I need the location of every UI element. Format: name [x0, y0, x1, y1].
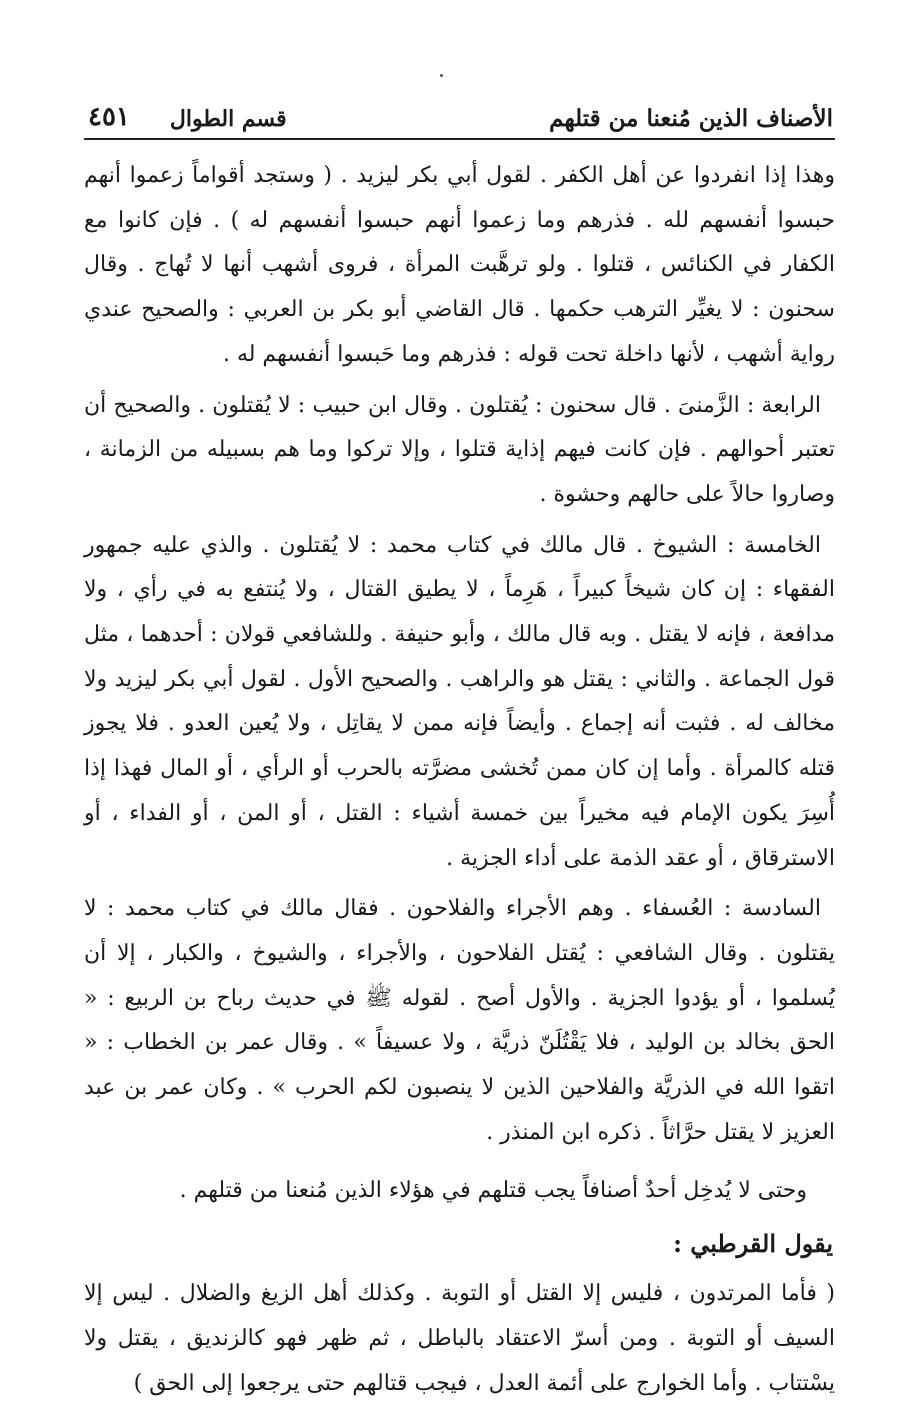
page-speck — [440, 74, 443, 77]
section-heading: يقول القرطبي : — [673, 1229, 833, 1259]
paragraph-sixth: السادسة : العُسفاء . وهم الأجراء والفلاحون . فقال مالك في كتاب محمد : لا يقتلون . وقال الشافعي : يُقتل الفلاحون ، والأجراء ، والشيوخ ، والكبار ، إلا أن يُسلموا ، أو يؤدوا الجزية . والأول أصح . لقوله ﷺ في حديث رباح بن الربيع : « الحق بخالد بن الوليد ، فلا يَقْتُلَنّ ذريَّة ، ولا عسيفاً » . وقال عمر بن الخطاب : « اتقوا الله في الذريَّة والفلاحين الذين لا ينصبون لكم الحرب » . وكان عمر بن عبد العزيز لا يقتل حرَّاثاً . ذكره ابن المنذر . — [84, 896, 835, 1145]
running-title: الأصناف الذين مُنعنا من قتلهم — [549, 105, 833, 132]
body-text — [84, 154, 835, 1406]
paragraph-fifth: الخامسة : الشيوخ . قال مالك في كتاب محمد : لا يُقتلون . والذي عليه جمهور الفقهاء : إن كان شيخاً كبيراً ، هَرِماً ، لا يطيق القتال ، ولا يُنتفع به في رأي ، ولا مدافعة ، فإنه لا يقتل . وبه قال مالك ، وأبو حنيفة . وللشافعي قولان : أحدهما ، مثل قول الجماعة . والثاني : يقتل هو والراهب . والصحيح الأول . لقول أبي بكر ليزيد ولا مخالف له . فثبت أنه إجماع . وأيضاً فإنه ممن لا يقاتِل ، ولا يُعين العدو . فلا يجوز قتله كالمرأة . وأما إن كان ممن تُخشى مضرَّته بالحرب أو الرأي ، أو المال فهذا إذا أُسِرَ يكون الإمام فيه مخيراً بين خمسة أشياء : القتل ، أو المن ، أو الفداء ، أو الاسترقاق ، أو عقد الذمة على أداء الجزية . — [84, 532, 835, 871]
paragraph-continuation: وهذا إذا انفردوا عن أهل الكفر . لقول أبي بكر ليزيد . ( وستجد أقواماً زعموا أنهم حبسوا أنفسهم لله . فذرهم وما زعموا أنهم حبسوا أنفسهم له ) . فإن كانوا مع الكفار في الكنائس ، قتلوا . ولو ترهَّبت المرأة ، فروى أشهب أنها لا تُهاج . وقال سحنون : لا يغيِّر الترهب حكمها . قال القاضي أبو بكر بن العربي : والصحيح عندي رواية أشهب ، لأنها داخلة تحت قوله : فذرهم وما حَبسوا أنفسهم له . — [84, 163, 835, 367]
final-paragraph: ( فأما المرتدون ، فليس إلا القتل أو التوبة . وكذلك أهل الزيغ والضلال . ليس إلا السيف أو التوبة . ومن أسرّ الاعتقاد بالباطل ، ثم ظهر فهو كالزنديق ، يقتل ولا يسْتتاب . وأما الخوارج على أئمة العدل ، فيجب قتالهم حتى يرجعوا إلى الحق ) — [84, 1281, 835, 1396]
header-left-group — [88, 102, 287, 132]
page-number: ٤٥١ — [88, 102, 130, 132]
closing-line: وحتى لا يُدخِل أحدٌ أصنافاً يجب قتلهم في هؤلاء الذين مُنعنا من قتلهم . — [179, 1178, 807, 1204]
section-name: قسم الطوال — [169, 106, 287, 132]
page-header — [84, 92, 835, 140]
paragraph-fourth: الرابعة : الزَّمنىَ . قال سحنون : يُقتلون . وقال ابن حبيب : لا يُقتلون . والصحيح أن تعتبر أحوالهم . فإن كانت فيهم إذاية قتلوا ، وإلا تركوا وما هم بسبيله من الزمانة ، وصاروا حالاً على حالهم وحشوة . — [84, 392, 835, 507]
